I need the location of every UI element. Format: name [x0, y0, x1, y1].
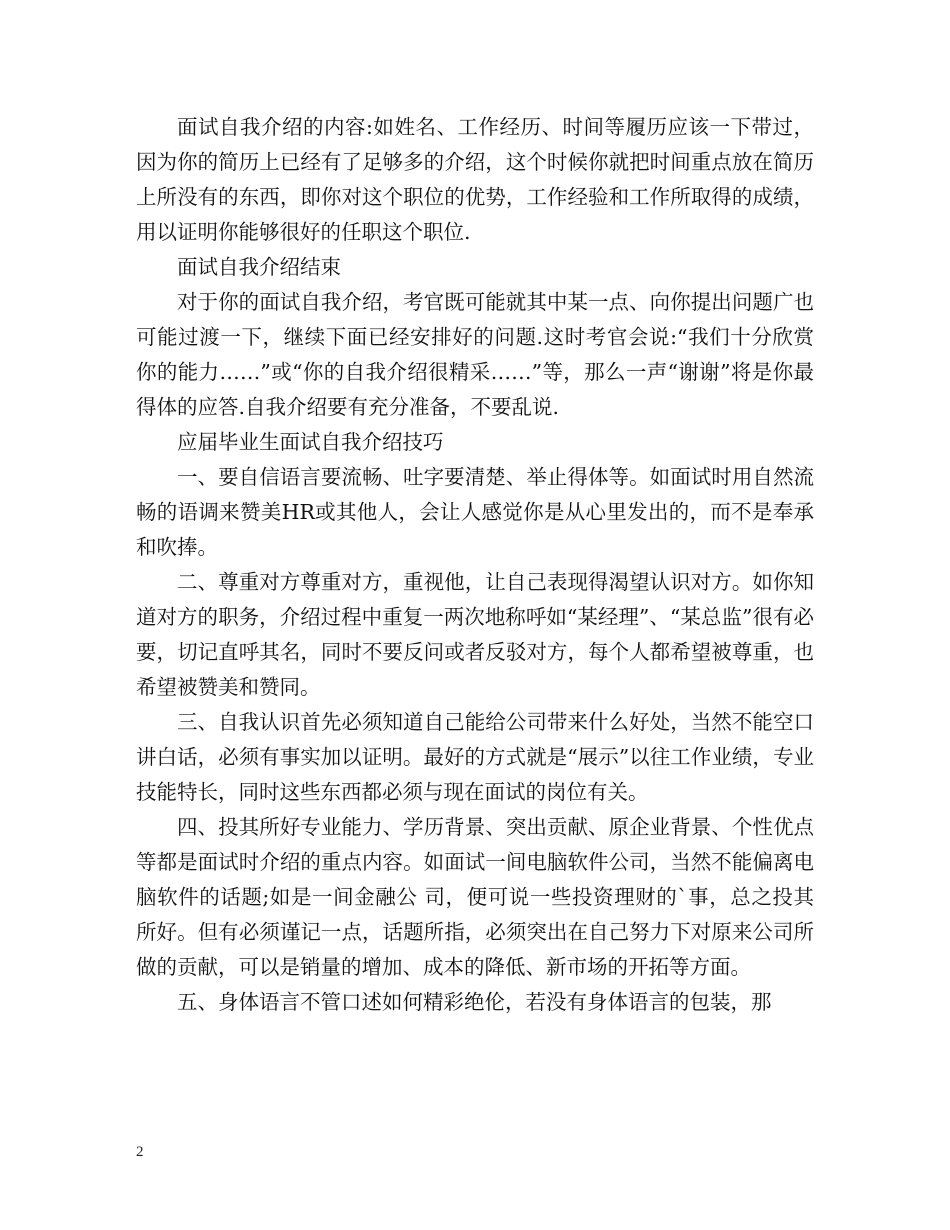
paragraph-heading-ending: 面试自我介绍结束: [177, 255, 341, 279]
paragraph-tip-self-awareness: 三、自我认识首先必须知道自己能给公司带来什么好处，当然不能空口讲白话，必须有事实加以证明。最好的方式就是“展示”以往工作业绩，专业技能特长，同时这些东西都必须与现在面试的岗位有关。: [136, 710, 814, 804]
body-text: [136, 110, 814, 1020]
paragraph-intro-content: 面试自我介绍的内容:如姓名、工作经历、时间等履历应该一下带过，因为你的简历上已经有了足够多的介绍，这个时候你就把时间重点放在简历上所没有的东西，即你对这个职位的优势，工作经验和工作所取得的成绩，用以证明你能够很好的任职这个职位.: [136, 115, 814, 244]
paragraph-heading-tips: 应届毕业生面试自我介绍技巧: [177, 430, 444, 454]
paragraph-tip-cater: 四、投其所好专业能力、学历背景、突出贡献、原企业背景、个性优点等都是面试时介绍的重点内容。如面试一间电脑软件公司，当然不能偏离电脑软件的话题;如是一间金融公 司，便可说一些投资理财的`事，总之投其所好。但有必须谨记一点，话题所指，必须突出在自己努力下对原来公司所做的贡献，可以是销量的增加、成本的降低、新市场的开拓等方面。: [136, 815, 814, 979]
page-number: 2: [136, 1144, 144, 1160]
paragraph-tip-respect: 二、尊重对方尊重对方，重视他，让自己表现得渴望认识对方。如你知道对方的职务，介绍过程中重复一两次地称呼如“某经理”、“某总监”很有必要，切记直呼其名，同时不要反问或者反驳对方，每个人都希望被尊重，也希望被赞美和赞同。: [136, 570, 814, 699]
paragraph-ending-advice: 对于你的面试自我介绍，考官既可能就其中某一点、向你提出问题广也可能过渡一下，继续下面已经安排好的问题.这时考官会说:“我们十分欣赏你的能力……”或“你的自我介绍很精采……”等，那么一声“谢谢”将是你最得体的应答.自我介绍要有充分准备，不要乱说.: [136, 290, 814, 419]
paragraph-tip-body-language: 五、身体语言不管口述如何精彩绝伦，若没有身体语言的包装，那: [177, 990, 772, 1014]
paragraph-tip-confidence: 一、要自信语言要流畅、吐字要清楚、举止得体等。如面试时用自然流畅的语调来赞美HR或其他人，会让人感觉你是从心里发出的，而不是奉承和吹捧。: [136, 465, 814, 559]
